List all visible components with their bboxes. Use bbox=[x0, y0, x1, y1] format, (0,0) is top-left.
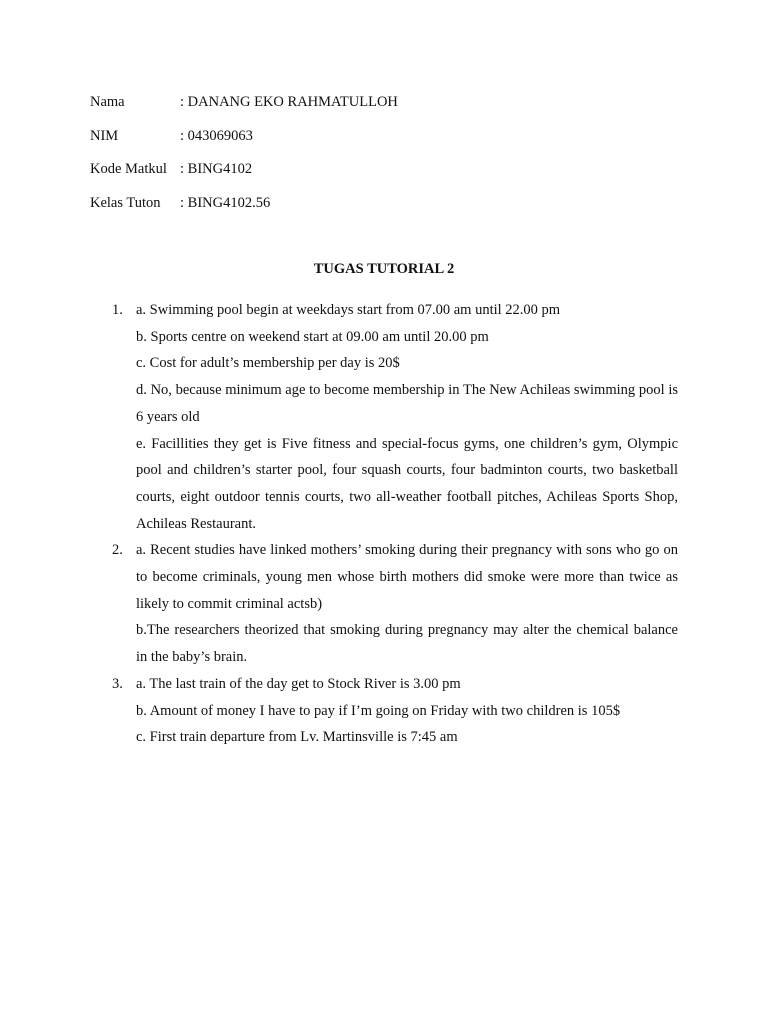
question-number: 1. bbox=[112, 302, 123, 318]
document-title: TUGAS TUTORIAL 2 bbox=[313, 261, 455, 277]
answer-text: d. No, because minimum age to become membership in The New Achileas swimming pool is 6 years old bbox=[136, 382, 678, 425]
student-info bbox=[90, 91, 398, 225]
question-item bbox=[112, 671, 678, 751]
answer-text: a. Swimming pool begin at weekdays start from 07.00 am until 22.00 pm bbox=[136, 302, 561, 318]
answer-text: b. Sports centre on weekend start at 09.00 am until 20.00 pm bbox=[136, 328, 489, 345]
answer-text: c. First train departure from Lv. Martinsville is 7:45 am bbox=[136, 729, 458, 746]
info-value: : 043069063 bbox=[180, 127, 253, 144]
question-number: 3. bbox=[112, 675, 123, 692]
info-value: : BING4102.56 bbox=[180, 194, 271, 211]
answer-text: a. Recent studies have linked mothers’ smoking during their pregnancy with sons who go on to become criminals, young men whose birth mothers did smoke were more than twice as likely to commit criminal actsb) bbox=[136, 542, 678, 612]
info-row-nama bbox=[90, 91, 398, 125]
answer-list bbox=[112, 297, 678, 751]
answer-text: b.The researchers theorized that smoking during pregnancy may alter the chemical balance in the baby’s brain. bbox=[136, 622, 678, 666]
info-label: Kode Matkul bbox=[90, 161, 167, 177]
info-label: NIM bbox=[90, 127, 119, 144]
info-row-nim bbox=[90, 125, 398, 159]
answer-text: c. Cost for adult’s membership per day is 20$ bbox=[136, 355, 400, 372]
info-value: : DANANG EKO RAHMATULLOH bbox=[180, 94, 398, 110]
answer-text: e. Facillities they get is Five fitness and special-focus gyms, one children’s gym, Olympic pool and children’s starter pool, four squash courts, four badminton courts, two basketball courts, eight outdoor tennis courts, two all-weather football pitches, Achileas Sports Shop, Achileas Restaurant. bbox=[136, 435, 678, 532]
question-item bbox=[112, 537, 678, 671]
info-row-kode-matkul bbox=[90, 158, 398, 192]
info-value: : BING4102 bbox=[180, 161, 253, 177]
info-row-kelas-tuton bbox=[90, 192, 398, 226]
question-number: 2. bbox=[112, 542, 123, 559]
info-label: Kelas Tuton bbox=[90, 194, 161, 211]
answer-text: b. Amount of money I have to pay if I’m going on Friday with two children is 105$ bbox=[136, 702, 621, 719]
info-label: Nama bbox=[90, 94, 125, 110]
answer-text: a. The last train of the day get to Stock River is 3.00 pm bbox=[136, 675, 461, 692]
question-item bbox=[112, 297, 678, 537]
